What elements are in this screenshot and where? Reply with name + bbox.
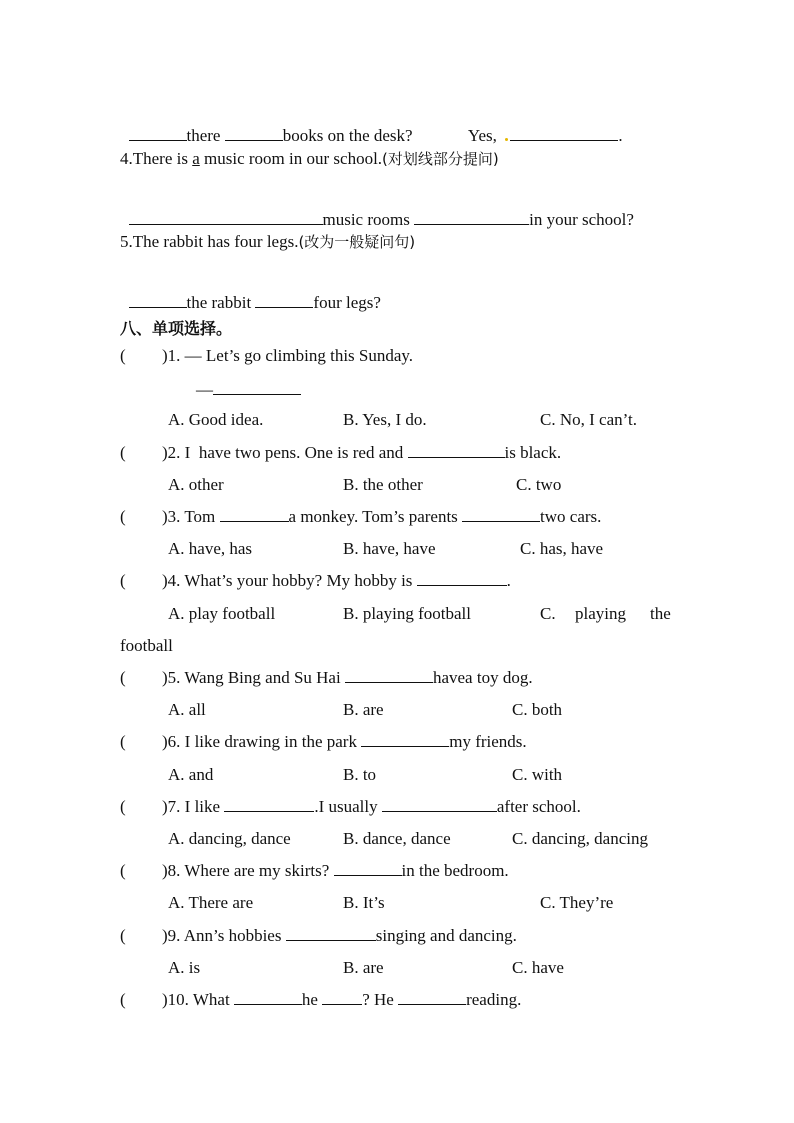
answer-blank[interactable]: [213, 380, 301, 395]
answer-paren[interactable]: (: [120, 507, 126, 526]
question-stem: )2. I have two pens. One is red and is black.: [162, 443, 562, 462]
question-stem: )3. Tom a monkey. Tom’s parents two cars.: [162, 507, 602, 526]
answer-paren[interactable]: (: [120, 990, 126, 1009]
answer-blank[interactable]: [255, 293, 313, 308]
answer-paren[interactable]: (: [120, 443, 126, 462]
question-stem: )7. I like .I usually after school.: [162, 797, 581, 816]
answer-blank[interactable]: [234, 990, 302, 1005]
option-b[interactable]: B. dance, dance: [343, 829, 451, 848]
answer-blank[interactable]: [414, 210, 529, 225]
question-stem: )10. What he ? He reading.: [162, 990, 522, 1009]
answer-blank[interactable]: [345, 668, 433, 683]
option-b[interactable]: B. Yes, I do.: [343, 410, 427, 429]
answer-blank[interactable]: [334, 861, 402, 876]
option-a[interactable]: A. is: [168, 958, 201, 977]
answer-paren[interactable]: (: [120, 668, 126, 687]
option-b[interactable]: B. the other: [343, 475, 423, 494]
option-b[interactable]: B. playing football: [343, 604, 471, 623]
answer-paren[interactable]: (: [120, 732, 126, 751]
option-c-text: playing: [575, 604, 626, 623]
answer-blank[interactable]: [286, 926, 376, 941]
option-a[interactable]: A. have, has: [168, 539, 253, 558]
q5-answer-line: the rabbit four legs?: [120, 273, 381, 313]
option-b[interactable]: B. are: [343, 958, 384, 977]
option-c[interactable]: C.: [540, 604, 556, 623]
option-b[interactable]: B. have, have: [343, 539, 436, 558]
answer-blank[interactable]: [462, 507, 540, 522]
option-b[interactable]: B. It’s: [343, 893, 385, 912]
answer-paren[interactable]: (: [120, 571, 126, 590]
option-b[interactable]: B. to: [343, 765, 377, 784]
answer-paren[interactable]: (: [120, 797, 126, 816]
answer-blank[interactable]: [382, 797, 497, 812]
question-stem: )8. Where are my skirts? in the bedroom.: [162, 861, 509, 880]
answer-blank[interactable]: [398, 990, 466, 1005]
answer-blank[interactable]: [129, 126, 187, 141]
answer-blank[interactable]: [560, 126, 618, 141]
answer-blank[interactable]: [129, 210, 323, 225]
answer-blank[interactable]: [224, 797, 314, 812]
answer-blank[interactable]: [322, 990, 362, 1005]
option-c[interactable]: C. two: [516, 475, 562, 494]
answer-paren[interactable]: (: [120, 861, 126, 880]
question-stem: )6. I like drawing in the park my friends.: [162, 732, 527, 751]
option-a[interactable]: A. all: [168, 700, 206, 719]
option-a[interactable]: A. other: [168, 475, 224, 494]
option-c-wrap: football: [120, 636, 173, 655]
option-a[interactable]: A. dancing, dance: [168, 829, 291, 848]
answer-blank[interactable]: [417, 571, 507, 586]
answer-blank[interactable]: [510, 126, 560, 141]
option-c[interactable]: C. have: [512, 958, 564, 977]
answer-blank[interactable]: [129, 293, 187, 308]
answer-blank[interactable]: [225, 126, 283, 141]
answer-paren[interactable]: (: [120, 346, 126, 365]
option-a[interactable]: A. and: [168, 765, 214, 784]
option-c[interactable]: C. No, I can’t.: [540, 410, 637, 429]
answer-blank[interactable]: [408, 443, 505, 458]
question-stem: )9. Ann’s hobbies singing and dancing.: [162, 926, 517, 945]
option-a[interactable]: A. play football: [168, 604, 276, 623]
option-b[interactable]: B. are: [343, 700, 384, 719]
section-heading: 八、单项选择。: [120, 319, 233, 338]
underlined-word: a: [192, 149, 200, 168]
marker-dot: [505, 138, 508, 141]
q3-yes-answer: Yes, .: [467, 126, 623, 145]
answer-blank[interactable]: [361, 732, 449, 747]
question-stem: )4. What’s your hobby? My hobby is .: [162, 571, 511, 590]
option-c[interactable]: C. dancing, dancing: [512, 829, 648, 848]
q5-question: 5.The rabbit has four legs.(改为一般疑问句): [120, 232, 416, 251]
q3-answer-line: there books on the desk?: [120, 106, 413, 146]
option-c[interactable]: C. has, have: [520, 539, 604, 558]
question-stem: )5. Wang Bing and Su Hai havea toy dog.: [162, 668, 533, 687]
dialogue-response: —: [196, 380, 301, 400]
q4-question: 4.There is a music room in our school.(对划线部分提问): [120, 149, 499, 168]
answer-paren[interactable]: (: [120, 926, 126, 945]
option-c[interactable]: C. with: [512, 765, 563, 784]
answer-blank[interactable]: [220, 507, 289, 522]
option-a[interactable]: A. Good idea.: [168, 410, 264, 429]
q4-answer-line: music rooms in your school?: [120, 190, 634, 230]
option-c[interactable]: C. both: [512, 700, 563, 719]
question-stem: )1. — Let’s go climbing this Sunday.: [162, 346, 414, 365]
option-c[interactable]: C. They’re: [540, 893, 614, 912]
option-c-text: the: [650, 604, 671, 623]
option-a[interactable]: A. There are: [168, 893, 254, 912]
